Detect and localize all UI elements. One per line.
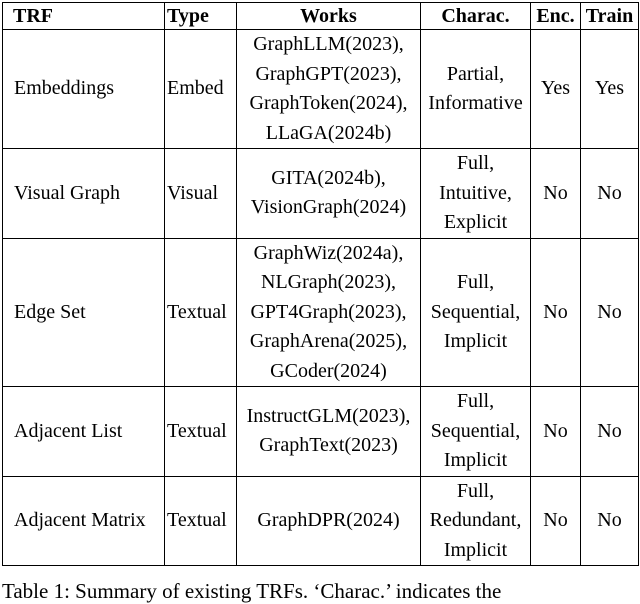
- work-entry: GraphLLM(2023),: [253, 33, 404, 55]
- table-row: [3, 149, 639, 239]
- work-entry: InstructGLM(2023),: [246, 404, 411, 427]
- train-cell: No: [581, 476, 639, 566]
- train-cell: No: [581, 238, 639, 387]
- enc-cell: No: [531, 387, 581, 477]
- trf-cell: Adjacent Matrix: [3, 476, 165, 566]
- charac-entry: Partial,: [446, 62, 505, 85]
- trf-summary-table-container: [2, 2, 638, 566]
- charac-cell: [421, 238, 531, 387]
- works-cell: [237, 387, 421, 477]
- charac-entry: Full,: [456, 479, 495, 502]
- charac-cell: [421, 387, 531, 477]
- charac-cell: [421, 149, 531, 239]
- charac-cell: [421, 30, 531, 149]
- work-entry: NLGraph(2023),: [261, 271, 396, 293]
- work-entry: GraphWiz(2024a),: [253, 241, 404, 264]
- header-enc: Enc.: [531, 3, 581, 30]
- charac-entry: Explicit: [443, 211, 508, 233]
- charac-entry: Implicit: [443, 449, 508, 471]
- trf-cell: Edge Set: [3, 238, 165, 387]
- header-charac: Charac.: [421, 3, 531, 30]
- charac-entry: Implicit: [443, 538, 508, 561]
- header-train: Train: [581, 3, 639, 30]
- table-row: [3, 476, 639, 566]
- table-caption: Table 1: Summary of existing TRFs. ‘Charac.’ indicates the: [2, 579, 502, 603]
- table-row: [3, 30, 639, 149]
- trf-cell: Visual Graph: [3, 149, 165, 239]
- work-entry: VisionGraph(2024): [250, 196, 407, 219]
- train-cell: Yes: [581, 30, 639, 149]
- charac-entry: Implicit: [443, 330, 508, 352]
- work-entry: GraphToken(2024),: [249, 92, 408, 114]
- header-type: Type: [165, 3, 237, 30]
- works-cell: [237, 149, 421, 239]
- trf-summary-table: [2, 2, 639, 566]
- work-entry: LLaGA(2024b): [265, 121, 392, 144]
- works-cell: [237, 238, 421, 387]
- trf-cell: Adjacent List: [3, 387, 165, 477]
- work-entry: GraphArena(2025),: [249, 330, 408, 352]
- charac-entry: Full,: [456, 271, 495, 293]
- charac-entry: Informative: [428, 92, 523, 114]
- charac-cell: [421, 476, 531, 566]
- enc-cell: No: [531, 149, 581, 239]
- header-trf: TRF: [3, 3, 165, 30]
- enc-cell: No: [531, 476, 581, 566]
- train-cell: No: [581, 387, 639, 477]
- table-row: [3, 387, 639, 477]
- charac-entry: Full,: [456, 152, 495, 174]
- charac-entry: Redundant,: [429, 509, 522, 531]
- type-cell: Textual: [165, 387, 237, 477]
- enc-cell: Yes: [531, 30, 581, 149]
- charac-entry: Full,: [456, 390, 495, 412]
- type-cell: Visual: [165, 149, 237, 239]
- work-entry: GraphGPT(2023),: [255, 62, 402, 85]
- charac-entry: Sequential,: [430, 419, 521, 442]
- trf-cell: Embeddings: [3, 30, 165, 149]
- work-entry: GCoder(2024): [270, 359, 387, 382]
- works-cell: [237, 476, 421, 566]
- train-cell: No: [581, 149, 639, 239]
- work-entry: GITA(2024b),: [271, 166, 386, 189]
- type-cell: Embed: [165, 30, 237, 149]
- type-cell: Textual: [165, 476, 237, 566]
- table-header-row: [3, 3, 639, 30]
- work-entry: GPT4Graph(2023),: [250, 300, 407, 323]
- enc-cell: No: [531, 238, 581, 387]
- works-cell: [237, 30, 421, 149]
- charac-entry: Sequential,: [430, 300, 521, 323]
- type-cell: Textual: [165, 238, 237, 387]
- work-entry: GraphText(2023): [259, 434, 398, 457]
- work-entry: GraphDPR(2024): [257, 509, 400, 531]
- charac-entry: Intuitive,: [439, 181, 512, 204]
- header-works: Works: [237, 3, 421, 30]
- table-row: [3, 238, 639, 387]
